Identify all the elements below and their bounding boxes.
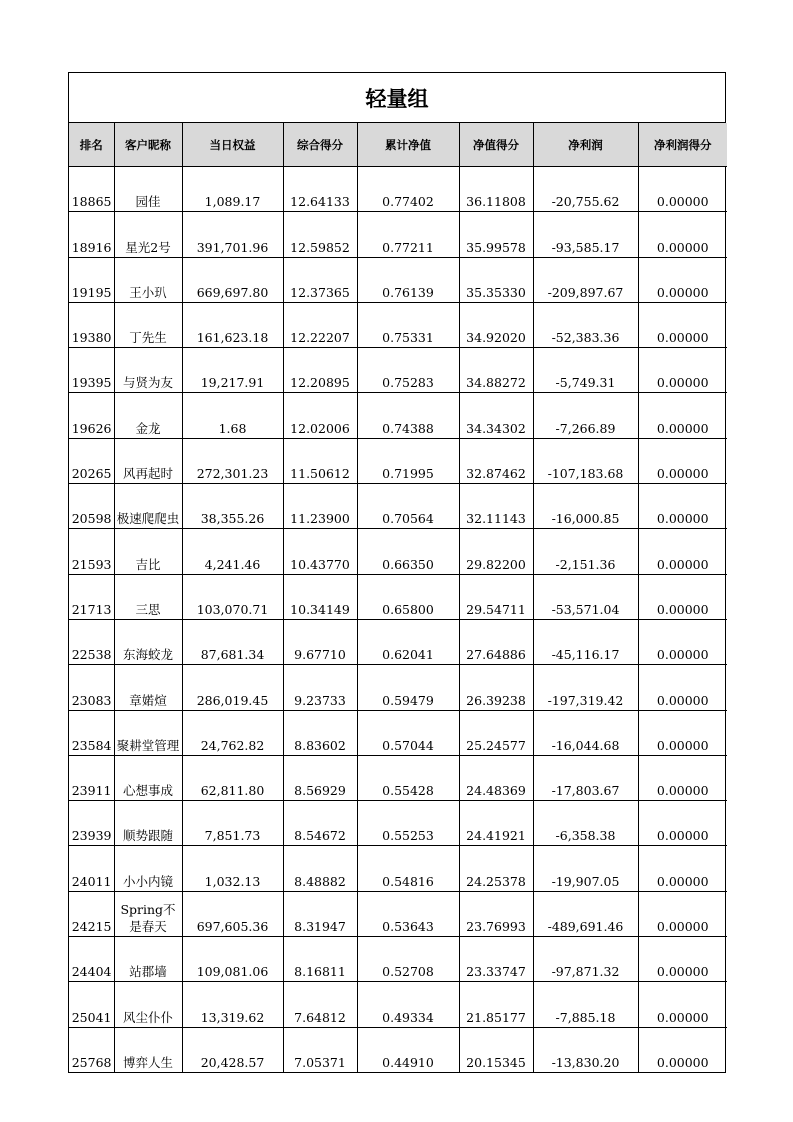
- cell-net-profit: -17,803.67: [533, 755, 638, 800]
- cell-nav-score: 25.24577: [459, 710, 533, 755]
- cell-rank: 24404: [69, 937, 114, 982]
- cell-equity: 697,605.36: [182, 891, 283, 936]
- cell-rank: 22538: [69, 619, 114, 664]
- cell-composite-score: 12.64133: [283, 167, 357, 212]
- cell-composite-score: 10.34149: [283, 574, 357, 619]
- cell-net-profit: -16,000.85: [533, 484, 638, 529]
- cell-net-profit-score: 0.00000: [638, 937, 727, 982]
- cell-net-profit-score: 0.00000: [638, 302, 727, 347]
- cell-net-profit-score: 0.00000: [638, 574, 727, 619]
- header-net-profit-score: 净利润得分: [638, 123, 727, 167]
- cell-cumulative-nav: 0.62041: [357, 619, 459, 664]
- table-row: [69, 937, 727, 982]
- cell-nav-score: 36.11808: [459, 167, 533, 212]
- cell-net-profit-score: 0.00000: [638, 257, 727, 302]
- cell-net-profit-score: 0.00000: [638, 982, 727, 1027]
- cell-rank: 18916: [69, 212, 114, 257]
- cell-net-profit-score: 0.00000: [638, 484, 727, 529]
- cell-nav-score: 27.64886: [459, 619, 533, 664]
- cell-equity: 7,851.73: [182, 801, 283, 846]
- cell-net-profit-score: 0.00000: [638, 619, 727, 664]
- cell-composite-score: 8.83602: [283, 710, 357, 755]
- cell-rank: 18865: [69, 167, 114, 212]
- cell-nickname: 丁先生: [114, 302, 182, 347]
- cell-cumulative-nav: 0.57044: [357, 710, 459, 755]
- cell-equity: 1,032.13: [182, 846, 283, 891]
- cell-composite-score: 9.23733: [283, 665, 357, 710]
- cell-equity: 1.68: [182, 393, 283, 438]
- cell-cumulative-nav: 0.76139: [357, 257, 459, 302]
- cell-net-profit: -19,907.05: [533, 846, 638, 891]
- cell-cumulative-nav: 0.75283: [357, 348, 459, 393]
- table-row: [69, 710, 727, 755]
- cell-nav-score: 20.15345: [459, 1027, 533, 1072]
- cell-nav-score: 23.33747: [459, 937, 533, 982]
- cell-cumulative-nav: 0.59479: [357, 665, 459, 710]
- cell-rank: 19195: [69, 257, 114, 302]
- table-row: [69, 982, 727, 1027]
- cell-equity: 286,019.45: [182, 665, 283, 710]
- cell-cumulative-nav: 0.66350: [357, 529, 459, 574]
- cell-nav-score: 35.35330: [459, 257, 533, 302]
- table-row: [69, 529, 727, 574]
- cell-cumulative-nav: 0.54816: [357, 846, 459, 891]
- cell-net-profit-score: 0.00000: [638, 348, 727, 393]
- cell-nickname: 站郡墙: [114, 937, 182, 982]
- cell-composite-score: 12.02006: [283, 393, 357, 438]
- cell-net-profit: -107,183.68: [533, 438, 638, 483]
- cell-composite-score: 8.16811: [283, 937, 357, 982]
- cell-net-profit-score: 0.00000: [638, 755, 727, 800]
- cell-nickname: 极速爬爬虫: [114, 484, 182, 529]
- cell-nickname: 心想事成: [114, 755, 182, 800]
- sheet-title: 轻量组: [69, 73, 725, 123]
- cell-net-profit: -45,116.17: [533, 619, 638, 664]
- cell-rank: 23083: [69, 665, 114, 710]
- cell-nav-score: 26.39238: [459, 665, 533, 710]
- cell-cumulative-nav: 0.75331: [357, 302, 459, 347]
- cell-composite-score: 11.50612: [283, 438, 357, 483]
- cell-cumulative-nav: 0.44910: [357, 1027, 459, 1072]
- cell-cumulative-nav: 0.71995: [357, 438, 459, 483]
- table-row: [69, 438, 727, 483]
- cell-cumulative-nav: 0.53643: [357, 891, 459, 936]
- cell-cumulative-nav: 0.77402: [357, 167, 459, 212]
- cell-composite-score: 8.54672: [283, 801, 357, 846]
- cell-net-profit: -7,885.18: [533, 982, 638, 1027]
- cell-net-profit-score: 0.00000: [638, 212, 727, 257]
- cell-rank: 19626: [69, 393, 114, 438]
- cell-nav-score: 24.41921: [459, 801, 533, 846]
- header-cumulative-nav: 累计净值: [357, 123, 459, 167]
- header-net-profit: 净利润: [533, 123, 638, 167]
- cell-net-profit: -93,585.17: [533, 212, 638, 257]
- cell-rank: 24011: [69, 846, 114, 891]
- table-row: [69, 665, 727, 710]
- table-row: [69, 891, 727, 936]
- cell-composite-score: 8.56929: [283, 755, 357, 800]
- cell-net-profit: -20,755.62: [533, 167, 638, 212]
- cell-nickname: Spring不是春天: [114, 891, 182, 936]
- cell-composite-score: 12.22207: [283, 302, 357, 347]
- cell-rank: 21593: [69, 529, 114, 574]
- cell-net-profit-score: 0.00000: [638, 529, 727, 574]
- cell-composite-score: 8.31947: [283, 891, 357, 936]
- cell-net-profit: -53,571.04: [533, 574, 638, 619]
- cell-composite-score: 12.20895: [283, 348, 357, 393]
- cell-net-profit-score: 0.00000: [638, 665, 727, 710]
- table-header-row: [69, 123, 727, 167]
- header-nickname: 客户昵称: [114, 123, 182, 167]
- cell-equity: 272,301.23: [182, 438, 283, 483]
- cell-equity: 87,681.34: [182, 619, 283, 664]
- cell-nickname: 园佳: [114, 167, 182, 212]
- cell-cumulative-nav: 0.55428: [357, 755, 459, 800]
- cell-equity: 13,319.62: [182, 982, 283, 1027]
- cell-composite-score: 12.59852: [283, 212, 357, 257]
- cell-equity: 161,623.18: [182, 302, 283, 347]
- cell-equity: 24,762.82: [182, 710, 283, 755]
- table-row: [69, 257, 727, 302]
- cell-composite-score: 8.48882: [283, 846, 357, 891]
- table-row: [69, 801, 727, 846]
- cell-nickname: 星光2号: [114, 212, 182, 257]
- cell-equity: 109,081.06: [182, 937, 283, 982]
- cell-net-profit-score: 0.00000: [638, 438, 727, 483]
- table-row: [69, 484, 727, 529]
- cell-rank: 23939: [69, 801, 114, 846]
- table-row: [69, 755, 727, 800]
- cell-composite-score: 10.43770: [283, 529, 357, 574]
- cell-net-profit-score: 0.00000: [638, 846, 727, 891]
- cell-composite-score: 7.05371: [283, 1027, 357, 1072]
- cell-net-profit: -5,749.31: [533, 348, 638, 393]
- cell-composite-score: 7.64812: [283, 982, 357, 1027]
- cell-rank: 19380: [69, 302, 114, 347]
- cell-equity: 4,241.46: [182, 529, 283, 574]
- cell-equity: 20,428.57: [182, 1027, 283, 1072]
- cell-equity: 1,089.17: [182, 167, 283, 212]
- table-row: [69, 619, 727, 664]
- cell-cumulative-nav: 0.70564: [357, 484, 459, 529]
- header-equity: 当日权益: [182, 123, 283, 167]
- cell-cumulative-nav: 0.52708: [357, 937, 459, 982]
- cell-composite-score: 11.23900: [283, 484, 357, 529]
- cell-nav-score: 24.48369: [459, 755, 533, 800]
- cell-nickname: 聚耕堂管理: [114, 710, 182, 755]
- cell-rank: 20598: [69, 484, 114, 529]
- table-row: [69, 393, 727, 438]
- cell-net-profit-score: 0.00000: [638, 167, 727, 212]
- cell-rank: 25768: [69, 1027, 114, 1072]
- ranking-sheet: [68, 72, 726, 1073]
- cell-net-profit: -197,319.42: [533, 665, 638, 710]
- table-row: [69, 167, 727, 212]
- cell-net-profit: -7,266.89: [533, 393, 638, 438]
- cell-net-profit: -209,897.67: [533, 257, 638, 302]
- cell-cumulative-nav: 0.77211: [357, 212, 459, 257]
- cell-nav-score: 32.11143: [459, 484, 533, 529]
- cell-equity: 103,070.71: [182, 574, 283, 619]
- cell-rank: 25041: [69, 982, 114, 1027]
- cell-equity: 38,355.26: [182, 484, 283, 529]
- cell-net-profit-score: 0.00000: [638, 710, 727, 755]
- header-nav-score: 净值得分: [459, 123, 533, 167]
- cell-cumulative-nav: 0.49334: [357, 982, 459, 1027]
- table-row: [69, 348, 727, 393]
- cell-cumulative-nav: 0.74388: [357, 393, 459, 438]
- cell-nickname: 吉比: [114, 529, 182, 574]
- cell-rank: 19395: [69, 348, 114, 393]
- cell-nickname: 三思: [114, 574, 182, 619]
- cell-nickname: 风尘仆仆: [114, 982, 182, 1027]
- cell-equity: 19,217.91: [182, 348, 283, 393]
- cell-net-profit: -16,044.68: [533, 710, 638, 755]
- cell-composite-score: 12.37365: [283, 257, 357, 302]
- cell-net-profit: -52,383.36: [533, 302, 638, 347]
- header-composite-score: 综合得分: [283, 123, 357, 167]
- cell-nickname: 章婼煊: [114, 665, 182, 710]
- table-row: [69, 1027, 727, 1072]
- cell-nav-score: 21.85177: [459, 982, 533, 1027]
- cell-net-profit-score: 0.00000: [638, 801, 727, 846]
- cell-nickname: 小小内镜: [114, 846, 182, 891]
- cell-nickname: 风再起时: [114, 438, 182, 483]
- cell-nav-score: 24.25378: [459, 846, 533, 891]
- cell-equity: 62,811.80: [182, 755, 283, 800]
- table-row: [69, 846, 727, 891]
- cell-nav-score: 34.92020: [459, 302, 533, 347]
- cell-nav-score: 34.34302: [459, 393, 533, 438]
- cell-nav-score: 34.88272: [459, 348, 533, 393]
- cell-nickname: 东海蛟龙: [114, 619, 182, 664]
- cell-net-profit-score: 0.00000: [638, 891, 727, 936]
- cell-equity: 391,701.96: [182, 212, 283, 257]
- cell-net-profit-score: 0.00000: [656, 1054, 709, 1070]
- cell-rank: 20265: [69, 438, 114, 483]
- cell-net-profit: -13,830.20: [533, 1027, 638, 1072]
- cell-rank: 23584: [69, 710, 114, 755]
- cell-rank: 21713: [69, 574, 114, 619]
- cell-nav-score: 32.87462: [459, 438, 533, 483]
- cell-nickname: 与贤为友: [114, 348, 182, 393]
- cell-nav-score: 23.76993: [459, 891, 533, 936]
- cell-nav-score: 29.54711: [459, 574, 533, 619]
- cell-nickname: 博弈人生: [114, 1027, 182, 1072]
- cell-nickname: 王小玐: [114, 257, 182, 302]
- header-rank: 排名: [69, 123, 114, 167]
- cell-rank: 24215: [69, 891, 114, 936]
- cell-composite-score: 9.67710: [283, 619, 357, 664]
- cell-rank: 23911: [69, 755, 114, 800]
- table-row: [69, 302, 727, 347]
- cell-net-profit: -489,691.46: [533, 891, 638, 936]
- cell-net-profit: -6,358.38: [533, 801, 638, 846]
- cell-nav-score: 29.82200: [459, 529, 533, 574]
- cell-equity: 669,697.80: [182, 257, 283, 302]
- cell-cumulative-nav: 0.55253: [357, 801, 459, 846]
- cell-net-profit: -97,871.32: [533, 937, 638, 982]
- cell-nickname: 金龙: [114, 393, 182, 438]
- cell-cumulative-nav: 0.65800: [357, 574, 459, 619]
- table-row: [69, 212, 727, 257]
- table-row: [69, 574, 727, 619]
- ranking-table: [69, 123, 727, 1072]
- cell-nav-score: 35.99578: [459, 212, 533, 257]
- cell-net-profit-score: 0.00000: [638, 393, 727, 438]
- cell-nickname: 顺势跟随: [114, 801, 182, 846]
- cell-net-profit: -2,151.36: [533, 529, 638, 574]
